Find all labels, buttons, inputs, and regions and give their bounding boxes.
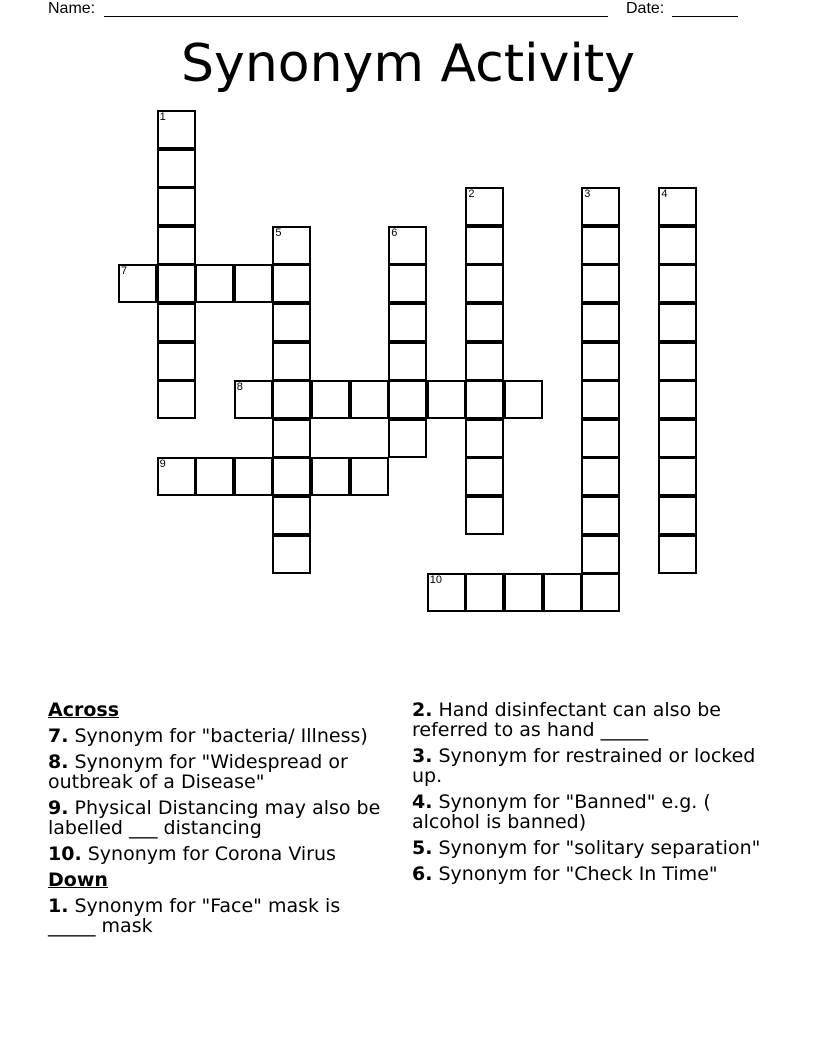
down-clue-5 [412, 838, 768, 858]
crossword-cell[interactable] [272, 457, 311, 496]
clue-number-label: 10 [429, 574, 443, 587]
page-title: Synonym Activity [181, 34, 635, 94]
crossword-cell[interactable] [157, 149, 196, 188]
crossword-cell[interactable] [311, 457, 350, 496]
clue-text: Synonym for "Face" mask is _____ mask [48, 895, 341, 937]
clue-number-label: 2 [468, 188, 475, 201]
clue-number: 6. [412, 863, 433, 885]
across-heading: Across [48, 699, 120, 721]
crossword-cell[interactable] [581, 264, 620, 303]
clue-number-label: 4 [661, 188, 668, 201]
clue-number-label: 5 [275, 226, 282, 239]
down-clue-2 [412, 700, 768, 740]
crossword-cell[interactable] [272, 303, 311, 342]
down-clue-1 [48, 896, 388, 936]
crossword-cell[interactable] [465, 226, 504, 265]
crossword-cell[interactable] [658, 380, 697, 419]
crossword-cell[interactable] [427, 380, 466, 419]
crossword-cell[interactable] [388, 226, 427, 265]
down-clue-3 [412, 746, 768, 786]
crossword-cell[interactable] [157, 226, 196, 265]
clue-text: Synonym for "bacteria/ Illness) [74, 725, 368, 747]
crossword-cell[interactable] [581, 419, 620, 458]
name-label: Name: [48, 0, 96, 17]
crossword-cell[interactable] [465, 457, 504, 496]
crossword-cell[interactable] [658, 496, 697, 535]
date-label: Date: [626, 0, 665, 17]
crossword-cell[interactable] [504, 573, 543, 612]
down-heading: Down [48, 869, 108, 891]
clue-text: Synonym for "Banned" e.g. ( alcohol is banned) [412, 791, 711, 833]
crossword-cell[interactable] [272, 496, 311, 535]
crossword-cell[interactable] [581, 342, 620, 381]
crossword-cell[interactable] [581, 535, 620, 574]
crossword-cell[interactable] [658, 264, 697, 303]
crossword-cell[interactable] [465, 573, 504, 612]
crossword-cell[interactable] [465, 342, 504, 381]
clue-number-label: 3 [584, 188, 591, 201]
crossword-cell[interactable] [234, 380, 273, 419]
clue-text: Synonym for "Widespread or outbreak of a Disease" [48, 751, 348, 793]
crossword-cell[interactable] [465, 303, 504, 342]
clue-text: Physical Distancing may also be labelled ___ distancing [48, 797, 381, 839]
crossword-cell[interactable] [658, 187, 697, 226]
across-clue-10 [48, 844, 388, 864]
clue-number-label: 7 [121, 265, 128, 278]
crossword-cell[interactable] [157, 380, 196, 419]
crossword-cell[interactable] [388, 419, 427, 458]
crossword-cell[interactable] [465, 419, 504, 458]
crossword-cell[interactable] [272, 342, 311, 381]
clue-number: 1. [48, 895, 69, 917]
crossword-cell[interactable] [118, 264, 157, 303]
crossword-cell[interactable] [195, 264, 234, 303]
clue-number: 10. [48, 843, 82, 865]
crossword-cell[interactable] [272, 419, 311, 458]
crossword-cell[interactable] [157, 457, 196, 496]
crossword-cell[interactable] [543, 573, 582, 612]
crossword-cell[interactable] [272, 226, 311, 265]
crossword-cell[interactable] [272, 380, 311, 419]
across-clue-9 [48, 798, 388, 838]
clues-left-column [48, 700, 388, 942]
clue-text: Hand disinfectant can also be referred to as hand _____ [412, 699, 721, 741]
clue-number: 8. [48, 751, 69, 773]
clue-number: 2. [412, 699, 433, 721]
crossword-cell[interactable] [658, 342, 697, 381]
crossword-cell[interactable] [581, 187, 620, 226]
crossword-cell[interactable] [504, 380, 543, 419]
clue-number-label: 8 [236, 381, 243, 394]
crossword-cell[interactable] [658, 457, 697, 496]
clue-number: 9. [48, 797, 69, 819]
crossword-cell[interactable] [388, 303, 427, 342]
crossword-cell[interactable] [465, 380, 504, 419]
down-clue-6 [412, 864, 768, 884]
clue-number: 4. [412, 791, 433, 813]
crossword-cell[interactable] [350, 457, 389, 496]
clue-text: Synonym for Corona Virus [87, 843, 336, 865]
crossword-cell[interactable] [388, 264, 427, 303]
crossword-cell[interactable] [195, 457, 234, 496]
crossword-cell[interactable] [581, 496, 620, 535]
clue-number-label: 9 [159, 458, 166, 471]
crossword-cell[interactable] [157, 303, 196, 342]
crossword-cell[interactable] [157, 110, 196, 149]
crossword-cell[interactable] [272, 264, 311, 303]
crossword-cell[interactable] [157, 342, 196, 381]
clues-right-column [412, 700, 768, 890]
crossword-cell[interactable] [427, 573, 466, 612]
crossword-cell[interactable] [658, 303, 697, 342]
crossword-cell[interactable] [465, 496, 504, 535]
crossword-cell[interactable] [465, 187, 504, 226]
crossword-cell[interactable] [581, 226, 620, 265]
across-clue-8 [48, 752, 388, 792]
crossword-cell[interactable] [658, 419, 697, 458]
clue-text: Synonym for "Check In Time" [438, 863, 718, 885]
clue-text: Synonym for restrained or locked up. [412, 745, 756, 787]
clue-text: Synonym for "solitary separation" [438, 837, 761, 859]
crossword-cell[interactable] [388, 380, 427, 419]
clue-number-label: 6 [391, 226, 398, 239]
crossword-cell[interactable] [234, 264, 273, 303]
clue-number-label: 1 [159, 111, 166, 123]
crossword-cell[interactable] [350, 380, 389, 419]
crossword-cell[interactable] [658, 535, 697, 574]
crossword-cell[interactable] [581, 380, 620, 419]
crossword-cell[interactable] [581, 573, 620, 612]
crossword-cell[interactable] [581, 457, 620, 496]
clue-number: 5. [412, 837, 433, 859]
crossword-cell[interactable] [234, 457, 273, 496]
crossword-cell[interactable] [272, 535, 311, 574]
down-clue-4 [412, 792, 768, 832]
clue-number: 7. [48, 725, 69, 747]
crossword-cell[interactable] [157, 264, 196, 303]
crossword-cell[interactable] [658, 226, 697, 265]
crossword-cell[interactable] [465, 264, 504, 303]
crossword-cell[interactable] [311, 380, 350, 419]
clue-number: 3. [412, 745, 433, 767]
across-clue-7 [48, 726, 388, 746]
crossword-cell[interactable] [157, 187, 196, 226]
crossword-cell[interactable] [581, 303, 620, 342]
crossword-cell[interactable] [388, 342, 427, 381]
